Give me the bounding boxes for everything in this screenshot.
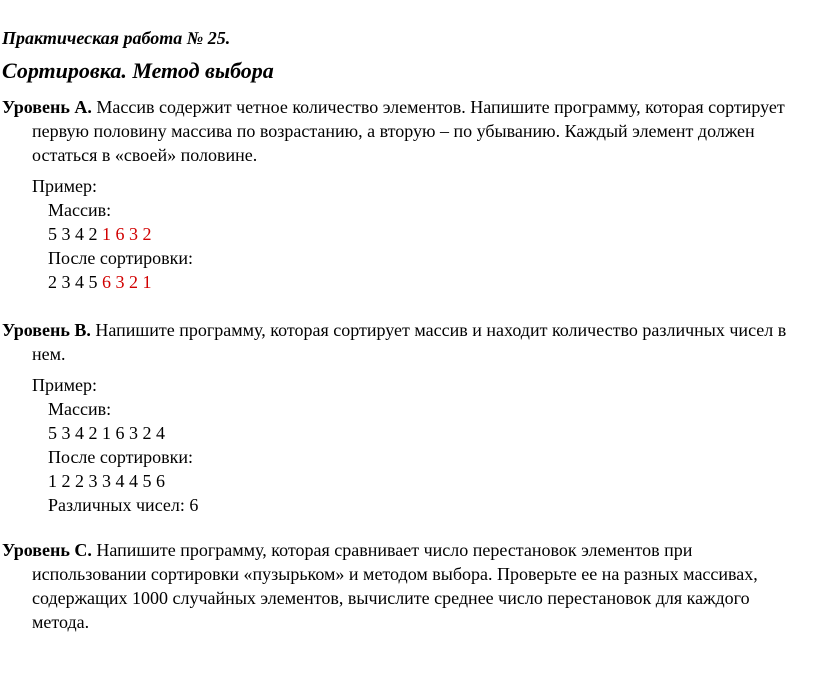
array-second-half: 1 6 3 2 [102, 224, 152, 244]
level-b-task [2, 318, 802, 366]
example-label: Пример: [32, 375, 98, 395]
array-label: Массив: [48, 200, 112, 220]
array-first-half: 5 3 4 2 [48, 224, 98, 244]
array-values: 5 3 4 2 1 6 3 2 4 [48, 423, 165, 443]
level-a-example [32, 174, 193, 294]
level-a-label: Уровень А. [2, 97, 92, 117]
level-b-label: Уровень B. [2, 320, 91, 340]
sorted-values: 1 2 2 3 3 4 4 5 6 [48, 471, 165, 491]
practical-work-title: Практическая работа № 25. [2, 28, 231, 48]
level-b-text: Напишите программу, которая сортирует массив и находит количество различных чисел в нем. [32, 320, 787, 364]
level-c-label: Уровень C. [2, 540, 92, 560]
array-label: Массив: [48, 399, 112, 419]
distinct-count: Различных чисел: 6 [48, 495, 199, 515]
after-sort-label: После сортировки: [48, 447, 194, 467]
level-c-text: Напишите программу, которая сравнивает число перестановок элементов при использовании сортировки «пузырьком» и методом выбора. Проверьте ее на разных массивах, содержащих 1000 случайных элементов, вычислите среднее число перестановок для каждого метода. [32, 540, 758, 632]
example-label: Пример: [32, 176, 98, 196]
sorted-second-half: 6 3 2 1 [102, 272, 152, 292]
topic-title: Сортировка. Метод выбора [2, 58, 274, 83]
after-sort-label: После сортировки: [48, 248, 194, 268]
level-c-task [2, 538, 802, 634]
sorted-first-half: 2 3 4 5 [48, 272, 98, 292]
level-a-text: Массив содержит четное количество элементов. Напишите программу, которая сортирует первую половину массива по возрастанию, а вторую – по убыванию. Каждый элемент должен остаться в «своей» половине. [32, 97, 785, 165]
array-values [32, 222, 193, 246]
level-a-task [2, 95, 802, 167]
level-b-example [32, 373, 198, 517]
sorted-values [32, 270, 193, 294]
